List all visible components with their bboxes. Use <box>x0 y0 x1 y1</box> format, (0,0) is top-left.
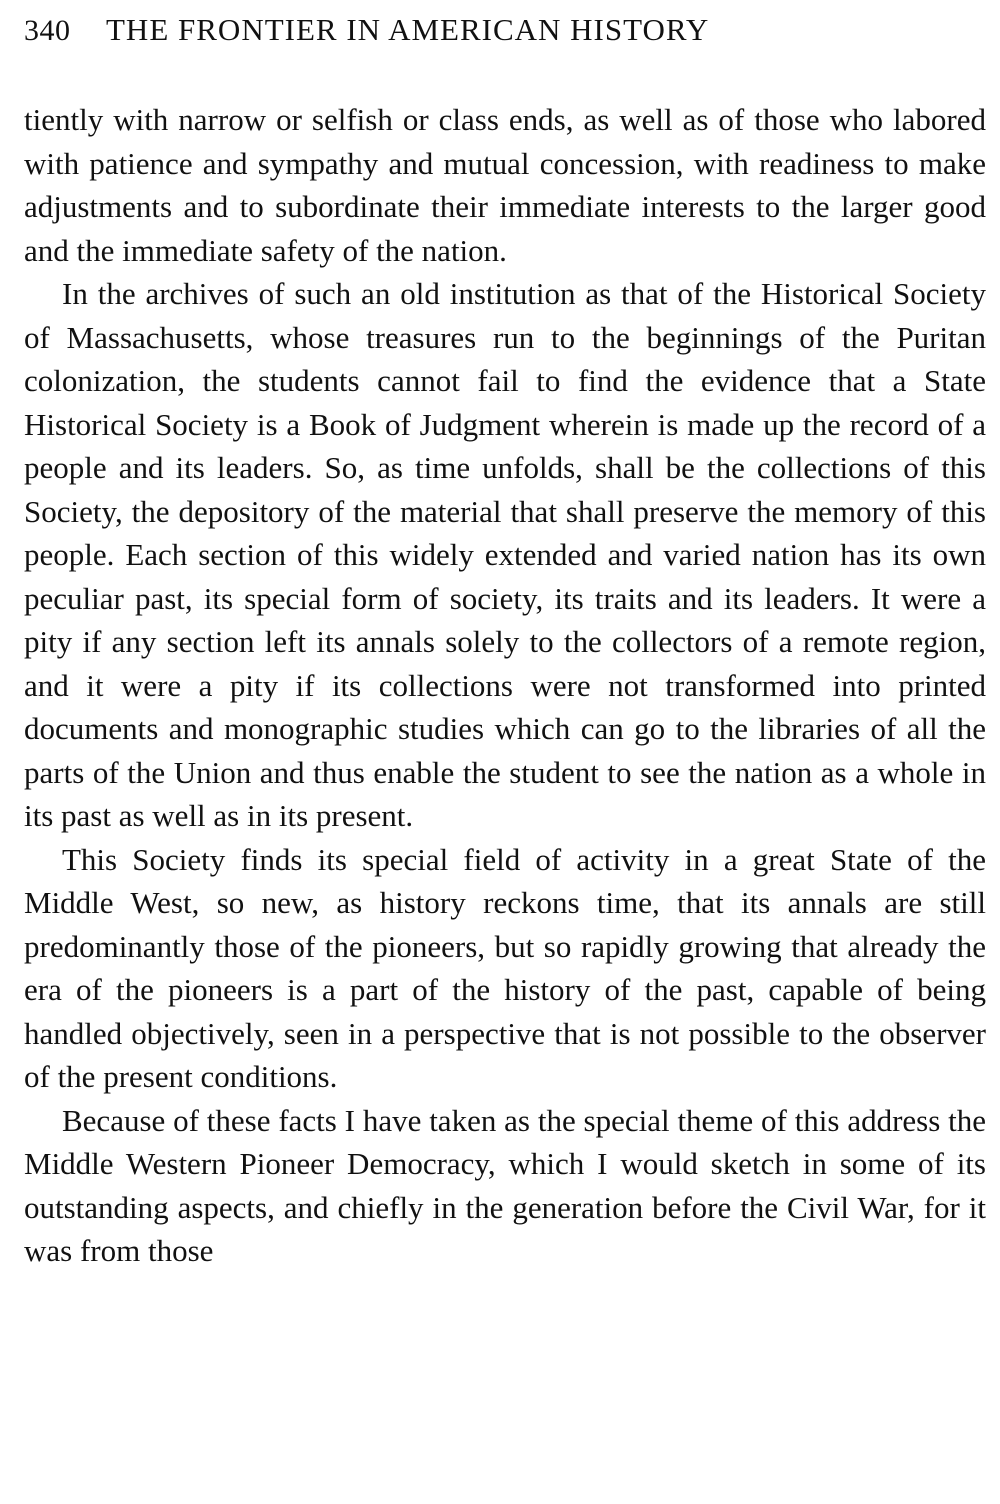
paragraph-theme: Because of these facts I have taken as the special theme of this address the Middle Western Pioneer Democracy, which I would sketch in some of its outstanding aspects, and chiefly in the generation before the Civil War, for it was from those <box>24 1102 986 1268</box>
running-head <box>24 12 986 56</box>
body-text <box>24 98 986 1273</box>
book-title: THE FRONTIER IN AMERICAN HISTORY <box>106 12 710 47</box>
paragraph-archives: In the archives of such an old institution as that of the Historical Society of Massachusetts, whose treasures run to the beginnings of the Puritan colonization, the students cannot fail to find the evidence that a State Historical Society is a Book of Judgment wherein is made up the record of a people and its leaders. So, as time unfolds, shall be the collections of this Society, the depository of the material that shall preserve the memory of this people. Each section of this widely extended and varied nation has its own peculiar past, its special form of society, its traits and its leaders. It were a pity if any section left its annals solely to the collectors of a remote region, and it were a pity if its collections were not transformed into printed documents and monographic studies which can go to the libraries of all the parts of the Union and thus enable the student to see the nation as a whole in its past as well as in its present. <box>24 276 986 833</box>
paragraph-continued: tiently with narrow or selfish or class ends, as well as of those who labored with patience and sympathy and mutual concession, with readiness to make adjustments and to subordinate their immediate interests to the larger good and the immediate safety of the nation. <box>24 102 986 268</box>
book-page <box>24 12 986 1492</box>
paragraph-society: This Society finds its special field of activity in a great State of the Middle West, so new, as history reckons time, that its annals are still predominantly those of the pioneers, but so rapidly growing that already the era of the pioneers is a part of the history of the past, capable of being handled objectively, seen in a perspective that is not possible to the observer of the present conditions. <box>24 841 986 1094</box>
page-number: 340 <box>24 14 71 47</box>
